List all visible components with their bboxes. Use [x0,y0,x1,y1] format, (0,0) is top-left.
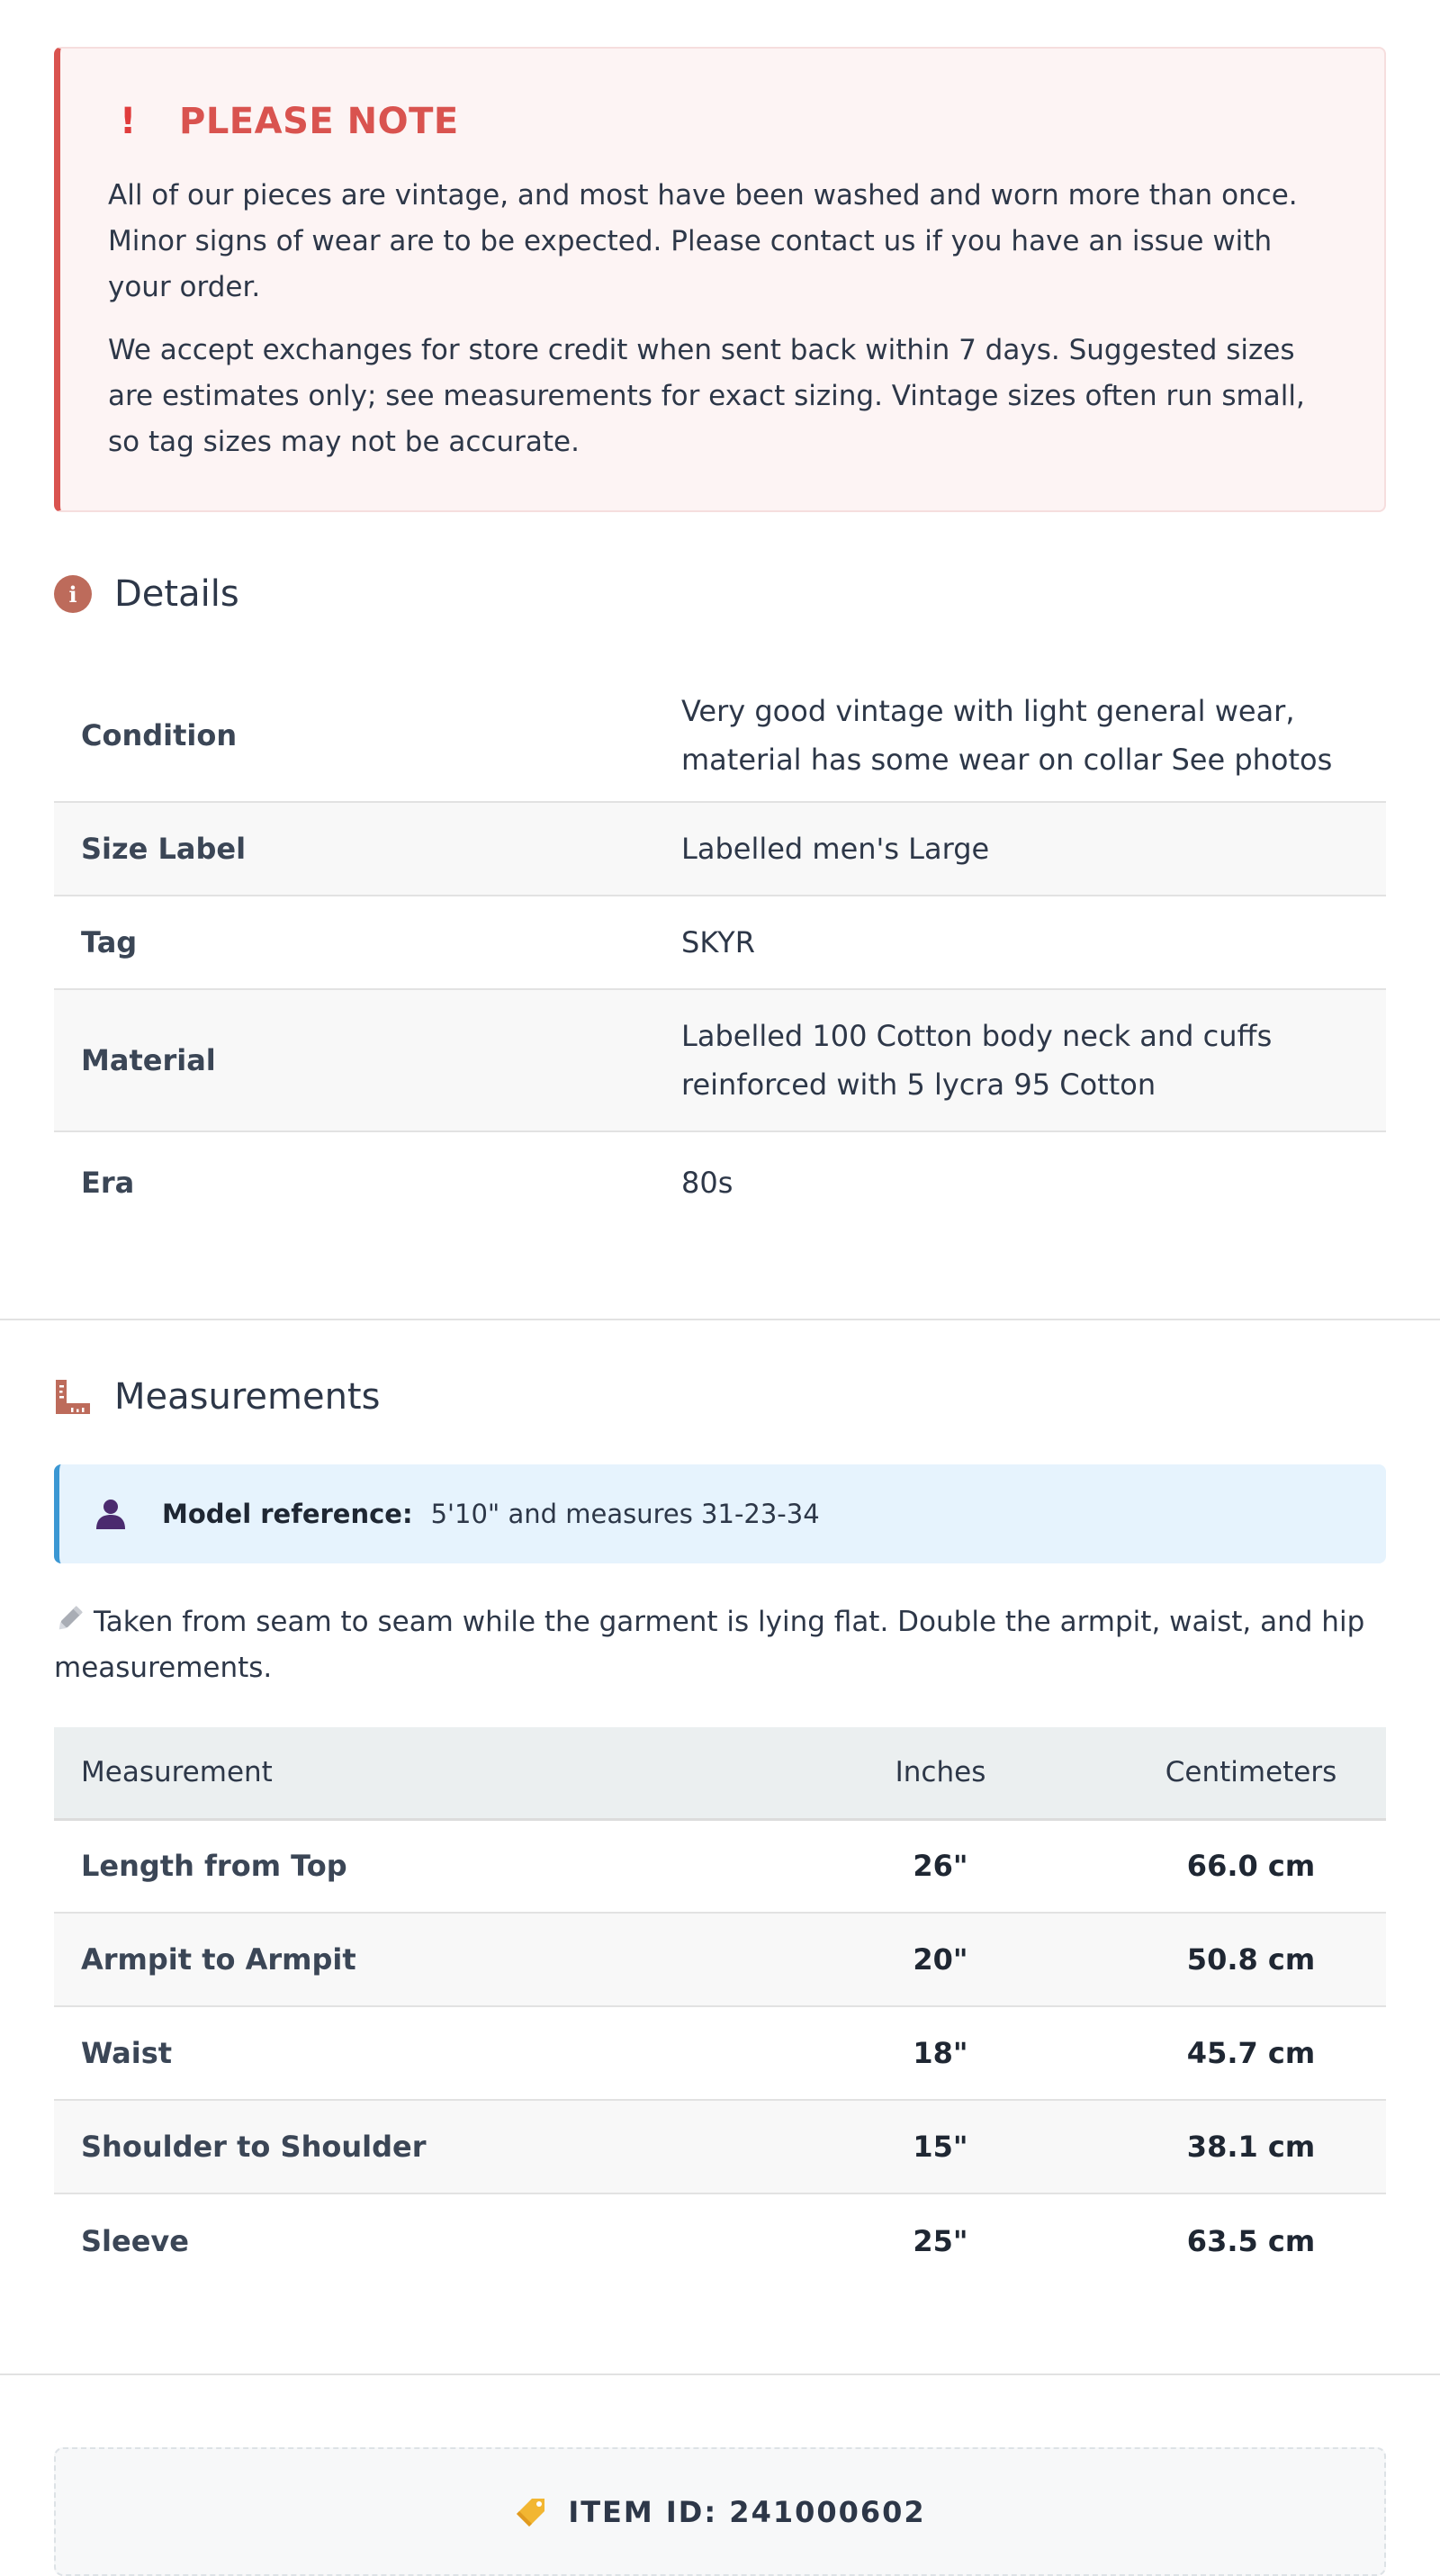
item-id-text: ITEM ID: 241000602 [568,2494,926,2529]
details-row-condition [54,669,1386,802]
details-label: Condition [54,669,654,802]
pencil-icon [54,1604,85,1635]
notice-header [108,101,1339,142]
details-label: Tag [54,896,654,989]
measurement-cm: 38.1 cm [1116,2100,1386,2193]
measurements-title: Measurements [114,1376,381,1418]
measurement-name: Shoulder to Shoulder [54,2100,765,2193]
details-row-material [54,989,1386,1131]
column-header-centimeters: Centimeters [1116,1727,1386,1819]
table-row [54,1819,1386,1913]
measurements-header-row [54,1727,1386,1819]
info-icon: i [54,575,92,613]
model-reference-value: 5'10" and measures 31-23-34 [430,1499,820,1529]
details-value: Labelled 100 Cotton body neck and cuffs reinforced with 5 lycra 95 Cotton [654,989,1386,1131]
details-value: SKYR [654,896,1386,989]
measurement-inches: 26" [765,1819,1116,1913]
column-header-inches: Inches [765,1727,1116,1819]
measurement-note [54,1599,1386,1691]
measurement-cm: 63.5 cm [1186,2223,1316,2258]
notice-title: PLEASE NOTE [179,101,459,142]
tag-icon [514,2495,548,2529]
table-row [54,2006,1386,2100]
measurement-cm: 66.0 cm [1116,1819,1386,1913]
model-reference-box [54,1464,1386,1563]
details-label: Size Label [54,802,654,896]
table-row [54,1913,1386,2006]
please-note-notice [54,47,1386,512]
details-title: Details [114,573,239,615]
measurements-heading [54,1376,1386,1418]
model-reference-label: Model reference: [162,1499,413,1529]
measurement-cm: 45.7 cm [1116,2006,1386,2100]
measurement-inches: 20" [765,1913,1116,2006]
details-row-tag [54,896,1386,989]
details-label: Era [81,1165,135,1200]
measurement-inches: 25" [913,2223,968,2258]
details-value: Very good vintage with light general wear, material has some wear on collar See photos [654,669,1386,802]
measurement-name: Armpit to Armpit [54,1913,765,2006]
item-id-box [54,2447,1386,2576]
measurement-name: Length from Top [54,1819,765,1913]
notice-paragraph-wear: All of our pieces are vintage, and most have been washed and worn more than once. Minor signs of wear are to be expected. Please contact us if you have an issue with your order. [108,179,1298,303]
ruler-icon [54,1378,92,1416]
details-value: 80s [681,1165,734,1200]
measurement-note-text: Taken from seam to seam while the garment is lying flat. Double the armpit, waist, and hip measurements. [54,1606,1365,1684]
measurement-name: Sleeve [81,2223,189,2258]
details-table [54,669,1386,1232]
table-row [54,2193,1386,2287]
details-value: Labelled men's Large [654,802,1386,896]
section-divider [0,2373,1440,2375]
person-icon [94,1498,128,1530]
measurement-cm: 50.8 cm [1116,1913,1386,2006]
measurements-table [54,1727,1386,2287]
measurement-inches: 15" [765,2100,1116,2193]
section-divider [0,1319,1440,1320]
measurement-inches: 18" [765,2006,1116,2100]
notice-paragraph-exchanges: We accept exchanges for store credit when sent back within 7 days. Suggested sizes are estimates only; see measurements for exact sizing. Vintage sizes often run small, so tag sizes may not be accurate. [108,334,1305,458]
table-row [54,2100,1386,2193]
details-row-size-label [54,802,1386,896]
details-heading [54,573,1386,615]
measurement-name: Waist [54,2006,765,2100]
exclamation-icon: ! [120,101,137,142]
details-label: Material [54,989,654,1131]
column-header-measurement: Measurement [54,1727,765,1819]
details-row-era [54,1131,1386,1232]
